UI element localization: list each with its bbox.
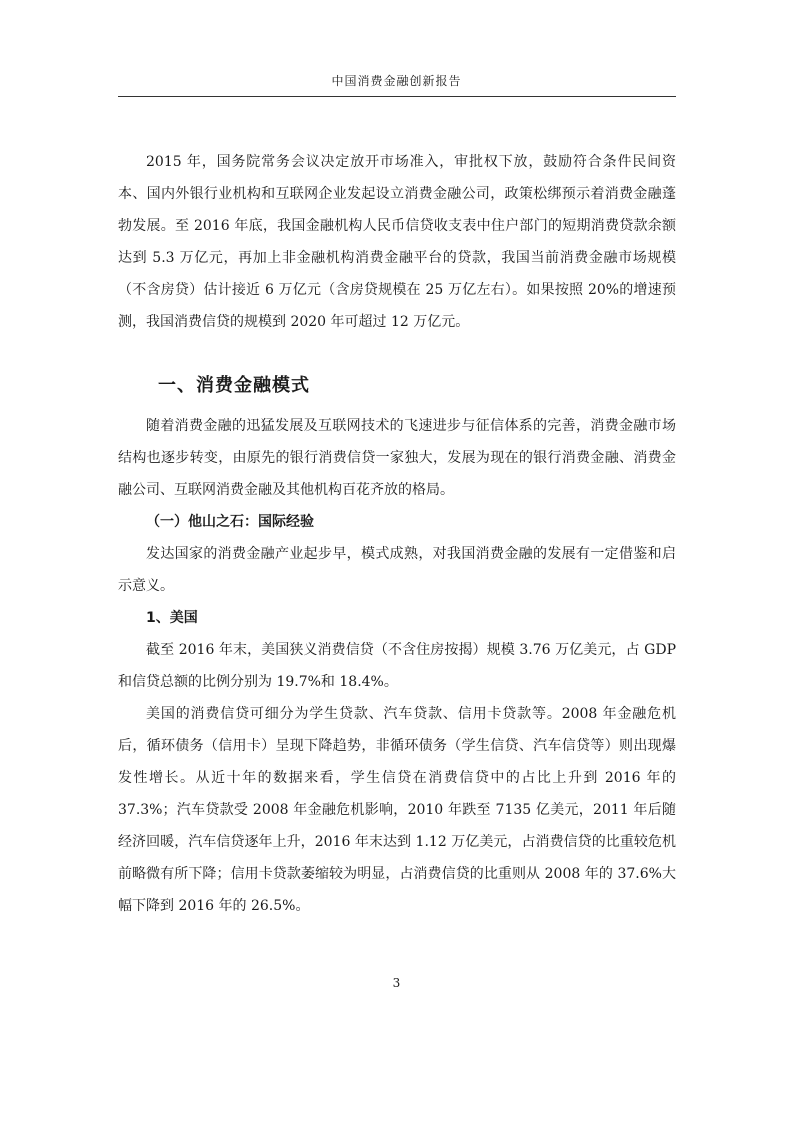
section-1-paragraph: 随着消费金融的迅猛发展及互联网技术的飞速进步与征信体系的完善，消费金融市场结构也逐步转变，由原先的银行消费信贷一家独大，发展为现在的银行消费金融、消费金融公司、互联网消费金融及其他机构百花齐放的格局。 bbox=[118, 418, 676, 498]
usa-paragraph-1: 截至 2016 年末，美国狭义消费信贷（不含住房按揭）规模 3.76 万亿美元，占 GDP 和信贷总额的比例分别为 19.7%和 18.4%。 bbox=[118, 642, 676, 690]
page-number: 3 bbox=[392, 976, 401, 990]
item-heading-usa: 1、美国 bbox=[146, 610, 198, 626]
section-heading-consumer-finance-models: 一、消费金融模式 bbox=[158, 375, 310, 396]
usa-paragraph-2: 美国的消费信贷可细分为学生贷款、汽车贷款、信用卡贷款等。2008 年金融危机后，循环债务（信用卡）呈现下降趋势，非循环债务（学生信贷、汽车信贷等）则出现爆发性增长。从近十年的数据来看，学生信贷在消费信贷中的占比上升到 2016 年的 37.3%；汽车贷款受 2008 年金融危机影响，2010 年跌至 7135 亿美元，2011 年后随经济回暖，汽车信贷逐年上升，2016 年末达到 1.12 万亿美元，占消费信贷的比重较危机前略微有所下降；信用卡贷款萎缩较为明显，占消费信贷的比重则从 2008 年的 37.6%大幅下降到 2016 年的 26.5%。 bbox=[118, 706, 676, 914]
subsection-1-paragraph: 发达国家的消费金融产业起步早，模式成熟，对我国消费金融的发展有一定借鉴和启示意义。 bbox=[118, 546, 676, 594]
page-body bbox=[118, 146, 676, 922]
intro-paragraph: 2015 年，国务院常务会议决定放开市场准入，审批权下放，鼓励符合条件民间资本、国内外银行业机构和互联网企业发起设立消费金融公司，政策松绑预示着消费金融蓬勃发展。至 2016 年底，我国金融机构人民币信贷收支表中住户部门的短期消费贷款余额达到 5.3 万亿元，再加上非金融机构消费金融平台的贷款，我国当前消费金融市场规模（不含房贷）估计接近 6 万亿元（含房贷规模在 25 万亿左右）。如果按照 20%的增速预测，我国消费信贷的规模到 2020 年可超过 12 万亿元。 bbox=[118, 154, 676, 330]
running-header-title: 中国消费金融创新报告 bbox=[331, 74, 462, 88]
subsection-heading-international-experience: （一）他山之石：国际经验 bbox=[146, 514, 314, 530]
header-divider bbox=[118, 96, 676, 97]
